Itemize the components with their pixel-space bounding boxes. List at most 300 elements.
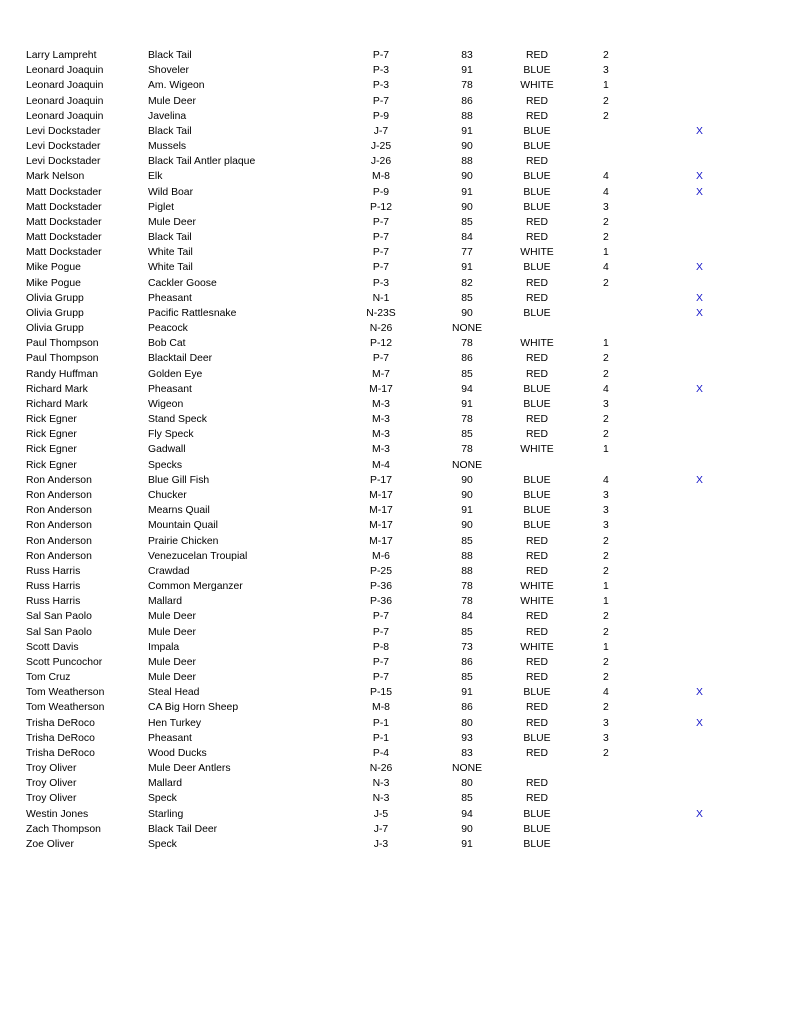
entry-points: 3	[603, 732, 609, 744]
entry-points: 2	[603, 747, 609, 759]
entrant-name: Leonard Joaquin	[26, 95, 104, 107]
award-mark: X	[696, 474, 703, 486]
entry-species: Mule Deer	[148, 216, 196, 228]
entrant-name: Troy Oliver	[26, 763, 77, 775]
ribbon-color-text: BLUE	[523, 474, 551, 486]
entry-species: Steal Head	[148, 687, 200, 699]
ribbon-color-text: BLUE	[523, 838, 551, 850]
entry-points: 1	[603, 444, 609, 456]
entry-score-text: 90	[461, 823, 473, 835]
entry-score-text: 90	[461, 171, 473, 183]
entry-species: Mountain Quail	[148, 520, 218, 532]
ribbon-color-text: RED	[526, 110, 548, 122]
entry-species: CA Big Horn Sheep	[148, 702, 239, 714]
ribbon-color-text: BLUE	[523, 141, 551, 153]
entry-species: Chucker	[148, 489, 187, 501]
entry-points: 4	[603, 383, 609, 395]
entry-points: 1	[603, 80, 609, 92]
entry-points: 2	[603, 429, 609, 441]
ribbon-color-text: WHITE	[520, 581, 554, 593]
ribbon-color-text: BLUE	[523, 398, 551, 410]
entry-species: Mule Deer	[148, 611, 196, 623]
entrant-name: Mike Pogue	[26, 277, 81, 289]
entry-score-text: 90	[461, 520, 473, 532]
entry-score-text: 86	[461, 702, 473, 714]
ribbon-color-text: WHITE	[520, 247, 554, 259]
entry-score-text: 80	[461, 778, 473, 790]
table-row	[0, 397, 791, 412]
entry-points: 2	[603, 95, 609, 107]
entry-class-text: M-8	[372, 171, 390, 183]
entrant-name: Matt Dockstader	[26, 216, 102, 228]
ribbon-color-text: BLUE	[523, 505, 551, 517]
table-row	[0, 518, 791, 533]
entry-class-text: P-36	[370, 581, 392, 593]
entry-class-text: J-3	[373, 838, 389, 850]
entry-points: 3	[603, 505, 609, 517]
entrant-name: Randy Huffman	[26, 368, 99, 380]
entry-points: 2	[603, 277, 609, 289]
entry-class-text: P-3	[372, 277, 390, 289]
ribbon-color-text: BLUE	[523, 520, 551, 532]
entry-points: 4	[603, 186, 609, 198]
entry-points: 2	[603, 611, 609, 623]
entry-score-text: 91	[461, 505, 473, 517]
entrant-name: Levi Dockstader	[26, 125, 101, 137]
entrant-name: Richard Mark	[26, 398, 88, 410]
entry-species: Pheasant	[148, 292, 192, 304]
ribbon-color-text: BLUE	[523, 262, 551, 274]
entry-class-text: P-7	[372, 50, 390, 61]
entry-score-text: 86	[461, 95, 473, 107]
entry-species: Mule Deer	[148, 672, 196, 684]
ribbon-color-text: RED	[526, 747, 548, 759]
award-mark: X	[696, 262, 703, 274]
entrant-name: Trisha DeRoco	[26, 747, 95, 759]
entry-species: Gadwall	[148, 444, 186, 456]
entry-points: 3	[603, 489, 609, 501]
entrant-name: Westin Jones	[26, 808, 89, 820]
entry-class-text: N-3	[372, 778, 390, 790]
entry-species: Black Tail	[148, 232, 192, 244]
entry-points: 2	[603, 702, 609, 714]
entrant-name: Tom Weatherson	[26, 687, 105, 699]
entry-species: Peacock	[148, 323, 188, 335]
entry-class-text: P-12	[370, 201, 392, 213]
entry-class-text: J-26	[370, 156, 392, 168]
ribbon-color-text: RED	[526, 292, 548, 304]
entry-species: Javelina	[148, 110, 187, 122]
table-row	[0, 731, 791, 746]
award-mark: X	[696, 186, 703, 198]
entry-score-text: 77	[461, 247, 473, 259]
ribbon-color-text: RED	[526, 702, 548, 714]
ribbon-color-text: WHITE	[520, 641, 554, 653]
entry-points: 1	[603, 247, 609, 259]
entry-species: Impala	[148, 641, 180, 653]
entry-class-text: P-1	[372, 732, 390, 744]
table-row	[0, 503, 791, 518]
entry-points: 3	[603, 65, 609, 77]
entry-score-text: 94	[461, 808, 473, 820]
entrant-name: Russ Harris	[26, 565, 81, 577]
entry-points: 4	[603, 687, 609, 699]
table-row	[0, 488, 791, 503]
entry-points: 2	[603, 216, 609, 228]
entrant-name: Matt Dockstader	[26, 247, 102, 259]
table-row	[0, 154, 791, 169]
table-row	[0, 412, 791, 427]
entry-species: Pheasant	[148, 383, 192, 395]
entry-class-text: M-3	[372, 444, 390, 456]
ribbon-color-text: BLUE	[523, 171, 551, 183]
ribbon-color-text: BLUE	[523, 201, 551, 213]
entry-score-text: 85	[461, 216, 473, 228]
award-mark: X	[696, 171, 703, 183]
award-mark: X	[696, 307, 703, 319]
entry-score-text: 85	[461, 368, 473, 380]
entry-class-text: N-3	[372, 793, 390, 805]
ribbon-color-text: RED	[526, 277, 548, 289]
results-table	[0, 48, 791, 852]
entry-points: 2	[603, 110, 609, 122]
ribbon-color-text: RED	[526, 156, 548, 168]
table-row	[0, 761, 791, 776]
award-mark: X	[696, 292, 703, 304]
entry-score-text: 80	[461, 717, 473, 729]
entry-species: Pacific Rattlesnake	[148, 307, 237, 319]
entry-score-text: 91	[461, 398, 473, 410]
entrant-name: Zoe Oliver	[26, 838, 74, 850]
entry-species: Crawdad	[148, 565, 190, 577]
entry-score-text: 85	[461, 429, 473, 441]
entry-species: Black Tail	[148, 50, 192, 61]
entry-class-text: P-12	[370, 338, 392, 350]
ribbon-color-text: RED	[526, 778, 548, 790]
entrant-name: Rick Egner	[26, 429, 77, 441]
ribbon-color-text: RED	[526, 368, 548, 380]
entry-class-text: M-7	[372, 368, 390, 380]
entry-class-text: P-7	[372, 656, 390, 668]
entrant-name: Matt Dockstader	[26, 232, 102, 244]
entry-class-text: M-17	[369, 535, 393, 547]
entry-class-text: M-4	[372, 459, 390, 471]
entrant-name: Scott Puncochor	[26, 656, 103, 668]
ribbon-color-text: RED	[526, 353, 548, 365]
entry-points: 4	[603, 262, 609, 274]
table-row	[0, 655, 791, 670]
entry-species: Speck	[148, 838, 177, 850]
entry-class-text: P-7	[372, 247, 390, 259]
entrant-name: Sal San Paolo	[26, 611, 92, 623]
entry-species: Starling	[148, 808, 184, 820]
table-row	[0, 640, 791, 655]
table-row	[0, 716, 791, 731]
entry-score-text: 91	[461, 687, 473, 699]
entry-species: Elk	[148, 171, 163, 183]
ribbon-color-text: WHITE	[520, 444, 554, 456]
entry-species: Venezucelan Troupial	[148, 550, 248, 562]
entry-species: Mallard	[148, 778, 183, 790]
ribbon-color-text: BLUE	[523, 732, 551, 744]
entry-points: 2	[603, 232, 609, 244]
entry-class-text: P-25	[370, 565, 392, 577]
entry-points: 2	[603, 656, 609, 668]
ribbon-color-text: BLUE	[523, 307, 551, 319]
table-row	[0, 625, 791, 640]
entry-score-text: 88	[461, 550, 473, 562]
entry-class-text: P-7	[372, 216, 390, 228]
ribbon-color-text: BLUE	[523, 489, 551, 501]
entry-score-text: 88	[461, 156, 473, 168]
ribbon-color-text: RED	[526, 656, 548, 668]
table-row	[0, 746, 791, 761]
entry-species: Fly Speck	[148, 429, 194, 441]
entrant-name: Levi Dockstader	[26, 156, 101, 168]
entry-class-text: M-17	[369, 520, 393, 532]
entry-class-text: J-7	[373, 125, 389, 137]
entry-species: Bob Cat	[148, 338, 186, 350]
ribbon-color-text: RED	[526, 95, 548, 107]
entry-score-text: 84	[461, 232, 473, 244]
entry-class-text: M-6	[372, 550, 390, 562]
entry-score-text: 84	[461, 611, 473, 623]
entrant-name: Mike Pogue	[26, 262, 81, 274]
entry-score-text: 78	[461, 596, 473, 608]
entrant-name: Richard Mark	[26, 383, 88, 395]
entry-species: Am. Wigeon	[148, 80, 205, 92]
entry-class-text: N-26	[369, 763, 393, 775]
entry-points: 2	[603, 50, 609, 61]
table-row	[0, 124, 791, 139]
table-row	[0, 837, 791, 852]
entry-species: White Tail	[148, 247, 193, 259]
entry-points: 1	[603, 338, 609, 350]
table-row	[0, 564, 791, 579]
ribbon-color-text: RED	[526, 232, 548, 244]
table-row	[0, 185, 791, 200]
entry-species: Wild Boar	[148, 186, 194, 198]
entry-points: 2	[603, 414, 609, 426]
entry-class-text: P-4	[372, 747, 390, 759]
table-row	[0, 442, 791, 457]
ribbon-color-text: BLUE	[523, 687, 551, 699]
entry-points: 2	[603, 550, 609, 562]
table-row	[0, 351, 791, 366]
table-row	[0, 215, 791, 230]
ribbon-color-text: BLUE	[523, 383, 551, 395]
entry-score-text: 85	[461, 793, 473, 805]
entry-class-text: P-7	[372, 611, 390, 623]
entry-species: Blacktail Deer	[148, 353, 213, 365]
award-mark: X	[696, 383, 703, 395]
table-row	[0, 169, 791, 184]
entry-species: Prairie Chicken	[148, 535, 219, 547]
entry-score-text: NONE	[451, 763, 483, 775]
entry-points: 2	[603, 353, 609, 365]
entry-class-text: J-25	[370, 141, 392, 153]
entry-score-text: 94	[461, 383, 473, 395]
entry-score-text: 88	[461, 110, 473, 122]
ribbon-color-text: RED	[526, 611, 548, 623]
entry-species: Hen Turkey	[148, 717, 202, 729]
entry-class-text: N-1	[372, 292, 390, 304]
ribbon-color-text: RED	[526, 793, 548, 805]
entry-class-text: P-1	[372, 717, 390, 729]
entrant-name: Paul Thompson	[26, 353, 99, 365]
entrant-name: Larry Lampreht	[26, 50, 97, 61]
table-row	[0, 321, 791, 336]
table-row	[0, 291, 791, 306]
entry-species: Wigeon	[148, 398, 184, 410]
entrant-name: Zach Thompson	[26, 823, 101, 835]
entry-points: 4	[603, 171, 609, 183]
entrant-name: Matt Dockstader	[26, 186, 102, 198]
ribbon-color-text: RED	[526, 414, 548, 426]
entry-class-text: M-17	[369, 383, 393, 395]
entry-class-text: M-17	[369, 505, 393, 517]
entry-score-text: 90	[461, 141, 473, 153]
entrant-name: Olivia Grupp	[26, 323, 84, 335]
entry-species: White Tail	[148, 262, 193, 274]
ribbon-color-text: BLUE	[523, 808, 551, 820]
entry-class-text: P-7	[372, 95, 390, 107]
entry-score-text: 78	[461, 338, 473, 350]
ribbon-color-text: RED	[526, 672, 548, 684]
entry-points: 3	[603, 717, 609, 729]
entry-points: 3	[603, 201, 609, 213]
table-row	[0, 594, 791, 609]
entry-points: 2	[603, 565, 609, 577]
table-row	[0, 109, 791, 124]
ribbon-color-text: BLUE	[523, 186, 551, 198]
entry-species: Blue Gill Fish	[148, 474, 210, 486]
entrant-name: Troy Oliver	[26, 778, 77, 790]
ribbon-color-text: RED	[526, 216, 548, 228]
entry-species: Speck	[148, 793, 177, 805]
entry-class-text: M-3	[372, 429, 390, 441]
entry-species: Stand Speck	[148, 414, 207, 426]
entry-class-text: P-9	[372, 186, 390, 198]
entry-score-text: 86	[461, 656, 473, 668]
entry-class-text: J-5	[373, 808, 389, 820]
entrant-name: Leonard Joaquin	[26, 65, 104, 77]
ribbon-color-text: WHITE	[520, 80, 554, 92]
table-row	[0, 670, 791, 685]
ribbon-color-text: RED	[526, 535, 548, 547]
entry-points: 3	[603, 398, 609, 410]
entry-species: Pheasant	[148, 732, 192, 744]
entrant-name: Ron Anderson	[26, 535, 92, 547]
table-row	[0, 549, 791, 564]
entry-score-text: 90	[461, 489, 473, 501]
entry-points: 1	[603, 581, 609, 593]
ribbon-color-text: RED	[526, 565, 548, 577]
entrant-name: Trisha DeRoco	[26, 732, 95, 744]
award-mark: X	[696, 687, 703, 699]
entrant-name: Levi Dockstader	[26, 141, 101, 153]
entry-score-text: 91	[461, 125, 473, 137]
entry-species: Common Merganzer	[148, 581, 243, 593]
table-row	[0, 579, 791, 594]
table-row	[0, 367, 791, 382]
entry-score-text: 90	[461, 474, 473, 486]
entry-class-text: P-3	[372, 80, 390, 92]
entrant-name: Leonard Joaquin	[26, 80, 104, 92]
table-row	[0, 685, 791, 700]
entry-species: Mule Deer	[148, 95, 196, 107]
entry-class-text: P-9	[372, 110, 390, 122]
table-row	[0, 534, 791, 549]
ribbon-color-text: BLUE	[523, 65, 551, 77]
ribbon-color-text: RED	[526, 429, 548, 441]
entrant-name: Ron Anderson	[26, 550, 92, 562]
table-row	[0, 336, 791, 351]
award-mark: X	[696, 717, 703, 729]
entry-score-text: 91	[461, 65, 473, 77]
table-row	[0, 200, 791, 215]
entry-score-text: 88	[461, 565, 473, 577]
entrant-name: Leonard Joaquin	[26, 110, 104, 122]
entry-score-text: 91	[461, 186, 473, 198]
ribbon-color-text: RED	[526, 717, 548, 729]
table-row	[0, 48, 791, 63]
entry-class-text: P-36	[370, 596, 392, 608]
table-row	[0, 791, 791, 806]
entry-score-text: NONE	[451, 459, 483, 471]
entry-score-text: 91	[461, 838, 473, 850]
entrant-name: Rick Egner	[26, 414, 77, 426]
ribbon-color-text: RED	[526, 550, 548, 562]
table-row	[0, 245, 791, 260]
entry-species: Mule Deer Antlers	[148, 763, 231, 775]
table-row	[0, 78, 791, 93]
ribbon-color-text: BLUE	[523, 823, 551, 835]
entry-points: 3	[603, 520, 609, 532]
entry-score-text: 91	[461, 262, 473, 274]
table-row	[0, 427, 791, 442]
entry-species: Piglet	[148, 201, 174, 213]
entry-score-text: 83	[461, 747, 473, 759]
ribbon-color-text: WHITE	[520, 596, 554, 608]
table-row	[0, 473, 791, 488]
entrant-name: Ron Anderson	[26, 489, 92, 501]
entry-species: Mussels	[148, 141, 187, 153]
entry-species: Mule Deer	[148, 626, 196, 638]
entry-species: Black Tail Deer	[148, 823, 218, 835]
entry-species: Golden Eye	[148, 368, 203, 380]
entry-score-text: 93	[461, 732, 473, 744]
entry-points: 2	[603, 368, 609, 380]
entry-points: 1	[603, 596, 609, 608]
entry-class-text: J-7	[373, 823, 389, 835]
entrant-name: Russ Harris	[26, 596, 81, 608]
entry-score-text: 82	[461, 277, 473, 289]
entry-points: 2	[603, 672, 609, 684]
entry-points: 1	[603, 641, 609, 653]
entrant-name: Rick Egner	[26, 459, 77, 471]
table-row	[0, 807, 791, 822]
entry-species: Black Tail	[148, 125, 192, 137]
table-row	[0, 276, 791, 291]
entrant-name: Troy Oliver	[26, 793, 77, 805]
entry-score-text: 90	[461, 307, 473, 319]
entry-class-text: P-7	[372, 262, 390, 274]
table-row	[0, 260, 791, 275]
entry-class-text: P-17	[370, 474, 392, 486]
entrant-name: Paul Thompson	[26, 338, 99, 350]
entry-class-text: N-26	[369, 323, 393, 335]
